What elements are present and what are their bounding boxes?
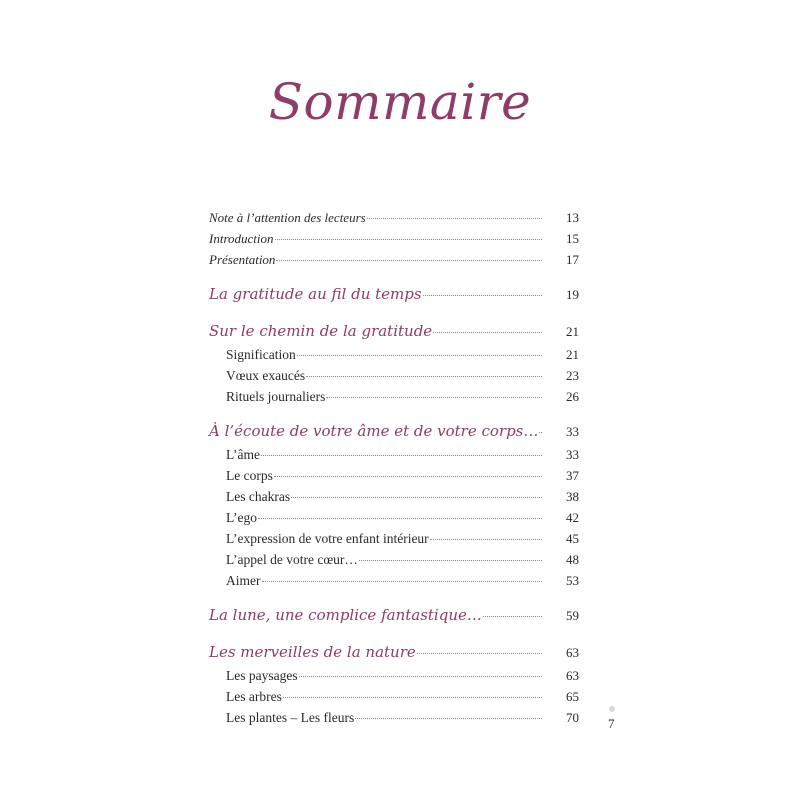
- leader-dots: [299, 676, 542, 677]
- toc-subentry[interactable]: [209, 365, 579, 386]
- toc-entry-label: Introduction: [209, 231, 274, 246]
- toc-section-label: Les merveilles de la nature: [209, 643, 416, 661]
- leader-dots: [262, 581, 543, 582]
- toc-subentry-page: 65: [566, 689, 579, 704]
- folio-dot-ornament: [609, 706, 615, 712]
- toc-subentry[interactable]: [209, 507, 579, 528]
- toc-subentry[interactable]: [209, 528, 579, 549]
- toc-subentry[interactable]: [209, 665, 579, 686]
- toc-subentry-label: Vœux exaucés: [226, 368, 306, 383]
- toc-subentry-label: Rituels journaliers: [226, 389, 326, 404]
- toc-section-page: 33: [566, 424, 579, 439]
- leader-dots: [276, 260, 542, 261]
- toc-subentry-page: 63: [566, 668, 579, 683]
- toc-subentry[interactable]: [209, 465, 579, 486]
- toc-subentry-label: L’expression de votre enfant intérieur: [226, 531, 429, 546]
- leader-dots: [306, 376, 542, 377]
- toc-subentry[interactable]: [209, 549, 579, 570]
- toc-subentry-page: 23: [566, 368, 579, 383]
- toc-section-label: La lune, une complice fantastique…: [209, 606, 482, 624]
- toc-subentry[interactable]: [209, 707, 579, 728]
- leader-dots: [355, 718, 542, 719]
- toc-section-page: 63: [566, 645, 579, 660]
- toc-subentry[interactable]: [209, 486, 579, 507]
- leader-dots: [291, 497, 542, 498]
- leader-dots: [297, 355, 542, 356]
- leader-dots: [326, 397, 542, 398]
- toc-subentry[interactable]: [209, 570, 579, 591]
- toc-subentry-label: Les chakras: [226, 489, 291, 504]
- leader-dots: [275, 239, 542, 240]
- leader-dots: [433, 332, 542, 333]
- toc-subentry-label: Les arbres: [226, 689, 282, 704]
- toc-section[interactable]: [209, 418, 579, 444]
- toc-subentry-label: Signification: [226, 347, 296, 362]
- toc-section-label: À l’écoute de votre âme et de votre corps…: [209, 422, 539, 440]
- toc-subentry[interactable]: [209, 444, 579, 465]
- toc-subentry-page: 26: [566, 389, 579, 404]
- toc-subentry-label: Aimer: [226, 573, 261, 588]
- leader-dots: [423, 295, 542, 296]
- toc-section-label: La gratitude au fil du temps: [209, 285, 422, 303]
- toc-entry-intro[interactable]: [209, 207, 579, 228]
- toc-section[interactable]: [209, 639, 579, 665]
- toc-subentry-page: 33: [566, 447, 579, 462]
- leader-dots: [430, 539, 542, 540]
- toc-subentry-page: 53: [566, 573, 579, 588]
- toc-subentry-page: 42: [566, 510, 579, 525]
- toc-subentry-label: L’ego: [226, 510, 257, 525]
- toc-entry-page: 17: [566, 252, 579, 267]
- toc-section[interactable]: [209, 602, 579, 628]
- toc-entry-label: Présentation: [209, 252, 276, 267]
- leader-dots: [359, 560, 542, 561]
- toc-subentry-label: L’âme: [226, 447, 260, 462]
- toc-section[interactable]: [209, 318, 579, 344]
- toc-subentry-page: 70: [566, 710, 579, 725]
- page-title: Sommaire: [268, 73, 532, 131]
- toc-subentry-page: 48: [566, 552, 579, 567]
- table-of-contents: [209, 207, 579, 728]
- leader-dots: [261, 455, 542, 456]
- toc-section-page: 21: [566, 324, 579, 339]
- toc-subentry-page: 45: [566, 531, 579, 546]
- toc-section-label: Sur le chemin de la gratitude: [209, 322, 433, 340]
- leader-dots: [258, 518, 542, 519]
- toc-subentry-label: Le corps: [226, 468, 273, 483]
- toc-subentry-page: 38: [566, 489, 579, 504]
- toc-subentry-page: 37: [566, 468, 579, 483]
- toc-subentry-label: Les paysages: [226, 668, 298, 683]
- leader-dots: [483, 616, 542, 617]
- toc-section-page: 59: [566, 608, 579, 623]
- leader-dots: [367, 218, 542, 219]
- toc-section[interactable]: [209, 281, 579, 307]
- toc-subentry[interactable]: [209, 686, 579, 707]
- toc-section-page: 19: [566, 287, 579, 302]
- toc-subentry-page: 21: [566, 347, 579, 362]
- toc-entry-intro[interactable]: [209, 228, 579, 249]
- toc-entry-label: Note à l’attention des lecteurs: [209, 210, 366, 225]
- toc-subentry[interactable]: [209, 344, 579, 365]
- toc-subentry[interactable]: [209, 386, 579, 407]
- toc-subentry-label: Les plantes – Les fleurs: [226, 710, 355, 725]
- page-number: 7: [608, 716, 615, 731]
- leader-dots: [539, 432, 542, 433]
- leader-dots: [274, 476, 542, 477]
- leader-dots: [283, 697, 542, 698]
- leader-dots: [417, 653, 542, 654]
- toc-entry-page: 15: [566, 231, 579, 246]
- toc-entry-intro[interactable]: [209, 249, 579, 270]
- toc-entry-page: 13: [566, 210, 579, 225]
- toc-subentry-label: L’appel de votre cœur…: [226, 552, 358, 567]
